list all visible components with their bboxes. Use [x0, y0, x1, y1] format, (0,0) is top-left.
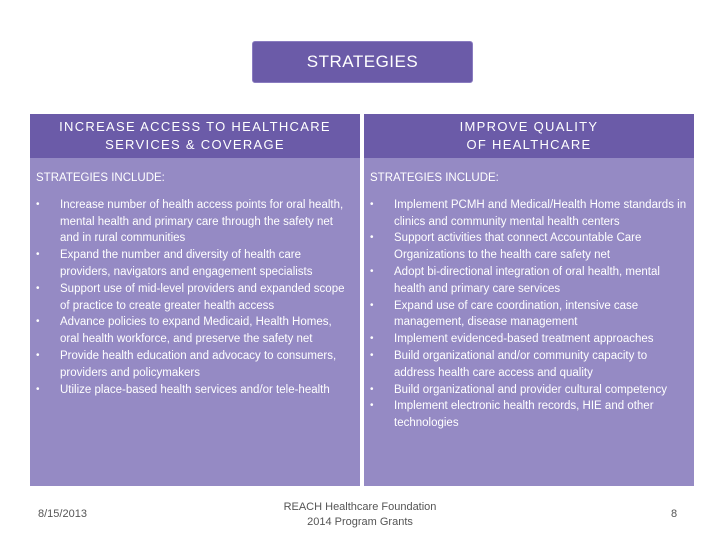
list-item — [36, 197, 354, 247]
footer-organization — [260, 500, 460, 530]
list-item — [370, 348, 688, 382]
bullet-icon: • — [370, 349, 374, 361]
quality-column-body — [364, 158, 694, 486]
bullet-icon: • — [370, 198, 374, 210]
list-item-text: Implement PCMH and Medical/Health Home standards in clinics and community mental health centers — [394, 198, 687, 228]
list-item — [36, 382, 354, 399]
list-item-text: Implement electronic health records, HIE and other technologies — [394, 400, 654, 430]
bullet-icon: • — [370, 299, 374, 311]
list-item — [36, 348, 354, 382]
bullet-icon: • — [36, 249, 40, 261]
access-subheading: STRATEGIES INCLUDE: — [36, 172, 165, 184]
list-item-text: Provide health education and advocacy to consumers, providers and policymakers — [60, 349, 337, 379]
list-item — [370, 264, 688, 298]
bullet-icon: • — [370, 400, 374, 412]
page-title: STRATEGIES — [306, 52, 419, 71]
bullet-icon: • — [370, 333, 374, 345]
list-item — [370, 197, 688, 231]
list-item-text: Build organizational and/or community capacity to address health care access and quality — [394, 349, 648, 379]
list-item-text: Implement evidenced-based treatment approaches — [394, 333, 654, 346]
list-item-text: Adopt bi-directional integration of oral health, mental health and primary care services — [394, 265, 660, 295]
bullet-icon: • — [36, 282, 40, 294]
bullet-icon: • — [370, 383, 374, 395]
list-item — [36, 281, 354, 315]
list-item — [36, 314, 354, 348]
access-strategy-list — [36, 197, 354, 399]
bullet-icon: • — [36, 198, 40, 210]
quality-header-line1: IMPROVE QUALITY — [459, 119, 599, 134]
list-item-text: Build organizational and provider cultural competency — [394, 383, 667, 396]
list-item-text: Advance policies to expand Medicaid, Health Homes, oral health workforce, and preserve the safety net — [60, 316, 332, 346]
quality-column — [364, 114, 694, 486]
list-item-text: Expand use of care coordination, intensive case management, disease management — [394, 299, 639, 329]
bullet-icon: • — [36, 383, 40, 395]
page-number: 8 — [670, 508, 678, 520]
strategies-banner — [252, 41, 473, 83]
quality-strategy-list — [370, 197, 688, 432]
list-item — [370, 331, 688, 348]
list-item — [370, 230, 688, 264]
list-item-text: Support use of mid-level providers and expanded scope of practice to create greater health access — [60, 282, 345, 312]
list-item-text: Expand the number and diversity of health care providers, navigators and engagement specialists — [60, 249, 313, 278]
list-item-text: Utilize place-based health services and/or tele-health — [60, 383, 330, 396]
footer-program: 2014 Program Grants — [307, 516, 413, 528]
bullet-icon: • — [36, 349, 40, 361]
access-header-line2: SERVICES & COVERAGE — [105, 137, 285, 152]
quality-header-line2: OF HEALTHCARE — [466, 137, 592, 152]
bullet-icon: • — [370, 265, 374, 277]
footer-date: 8/15/2013 — [38, 508, 87, 520]
quality-subheading: STRATEGIES INCLUDE: — [370, 172, 499, 184]
footer-org-name: REACH Healthcare Foundation — [283, 501, 437, 513]
list-item — [370, 298, 688, 332]
list-item — [36, 247, 354, 281]
bullet-icon: • — [370, 232, 374, 244]
bullet-icon: • — [36, 316, 40, 328]
list-item-text: Increase number of health access points for oral health, mental health and primary care through the safety net and in rural communities — [60, 198, 344, 245]
access-column — [30, 114, 360, 486]
list-item — [370, 398, 688, 432]
access-header-line1: INCREASE ACCESS TO HEALTHCARE — [59, 119, 331, 134]
access-column-header — [30, 114, 360, 158]
quality-column-header — [364, 114, 694, 158]
list-item-text: Support activities that connect Accountable Care Organizations to the health care safety net — [394, 232, 642, 262]
list-item — [370, 382, 688, 399]
access-column-body — [30, 158, 360, 486]
